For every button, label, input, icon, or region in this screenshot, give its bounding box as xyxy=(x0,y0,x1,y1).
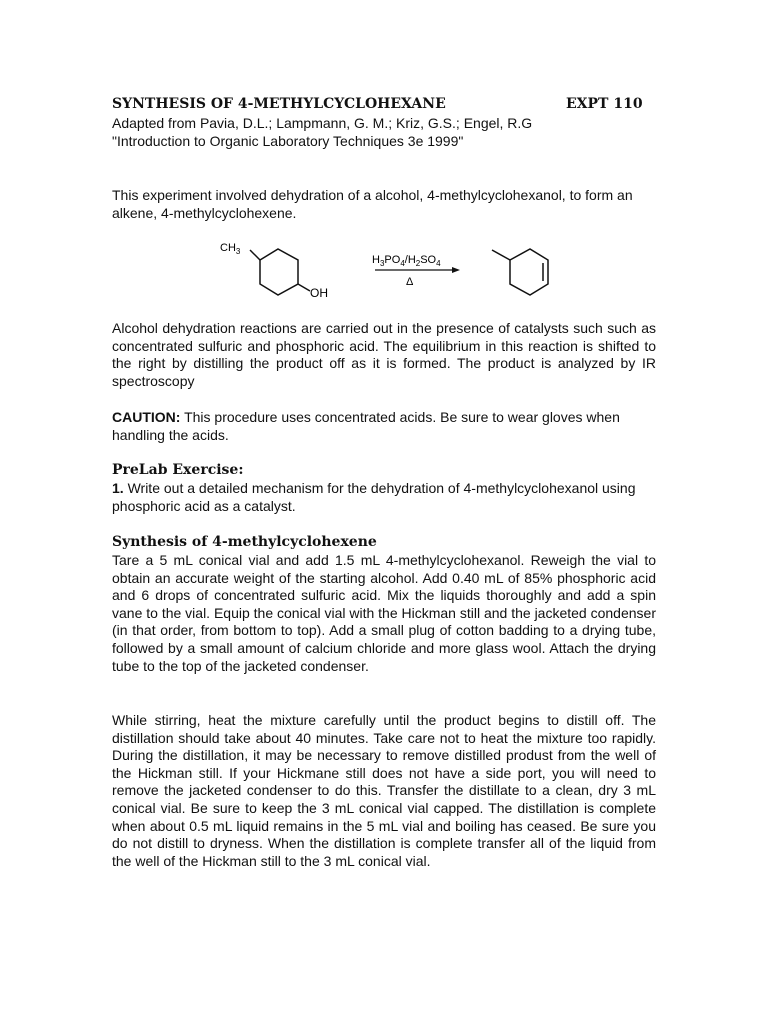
prelab-number: 1. xyxy=(112,480,124,496)
reaction-scheme xyxy=(212,232,572,302)
synthesis-heading: Synthesis of 4-methylcyclohexene xyxy=(112,534,377,550)
reagent-label: $H_3PO_4/H_2SO_4$ xyxy=(372,254,441,268)
reaction-arrowhead xyxy=(452,267,460,273)
prelab-heading: PreLab Exercise: xyxy=(112,462,244,478)
book-title-line: "Introduction to Organic Laboratory Techniques 3e 1999" xyxy=(112,133,464,149)
adapted-from-line: Adapted from Pavia, D.L.; Lampmann, G. M.; Kriz, G.S.; Engel, R.G xyxy=(112,115,533,131)
prelab-text: Write out a detailed mechanism for the dehydration of 4-methylcyclohexanol using phosphoric acid as a catalyst. xyxy=(112,480,636,514)
hydroxyl-label: OH xyxy=(310,286,328,300)
caution-text: This procedure uses concentrated acids. Be sure to wear gloves when handling the acids. xyxy=(112,409,620,443)
reactant-ring xyxy=(260,249,298,295)
dehydration-paragraph: Alcohol dehydration reactions are carried out in the presence of catalysts such such as concentrated sulfuric and phosphoric acid. The equilibrium in this reaction is shifted to the right by distilling the product off as it is formed. The product is analyzed by IR spectroscopy xyxy=(112,320,656,389)
distillation-paragraph: While stirring, heat the mixture carefully until the product begins to distill off. The distillation should take about 40 minutes. Take care not to heat the mixture too rapidly. During the distillation, it may be necessary to remove distilled produst from the well of the Hickman still. If your Hickmane still does not have a side port, you will need to remove the jacketed condenser to do this. Transfer the distillate to a clean, dry 3 mL conical vial. Be sure to keep the 3 mL conical vial capped. The distillation is complete when about 0.5 mL liquid remains in the 5 mL vial and boiling has ceased. Be sure you do not distill to dryness. When the distillation is complete transfer all of the liquid from the well of the Hickman still to the 3 mL conical vial. xyxy=(112,712,656,869)
intro-paragraph: This experiment involved dehydration of a alcohol, 4-methylcyclohexanol, to form an alkene, 4-methylcyclohexene. xyxy=(112,187,633,221)
methyl-bond xyxy=(250,250,260,260)
product-methyl-bond xyxy=(492,250,510,260)
synthesis-paragraph: Tare a 5 mL conical vial and add 1.5 mL 4-methylcyclohexanol. Reweigh the vial to obtain an accurate weight of the starting alcohol. Add 0.40 mL of 85% phosphoric acid and 6 drops of concentrated sulfuric acid. Mix the liquids thoroughly and add a spin vane to the vial. Equip the conical vial with the Hickman still and the jacketed condenser (in that order, from bottom to top). Add a small plug of cotton badding to a drying tube, followed by a small amount of calcium chloride and more glass wool. Attach the drying tube to the top of the jacketed condenser. xyxy=(112,552,656,674)
hydroxyl-bond xyxy=(298,284,310,291)
heat-symbol: Δ xyxy=(406,276,414,288)
prelab-question xyxy=(112,480,656,515)
document-title: SYNTHESIS OF 4-METHYLCYCLOHEXANE xyxy=(112,96,446,112)
caution-label: CAUTION: xyxy=(112,409,181,425)
methyl-label: $CH_3$ xyxy=(220,242,241,256)
caution-paragraph xyxy=(112,409,656,444)
experiment-number: EXPT 110 xyxy=(566,96,643,112)
